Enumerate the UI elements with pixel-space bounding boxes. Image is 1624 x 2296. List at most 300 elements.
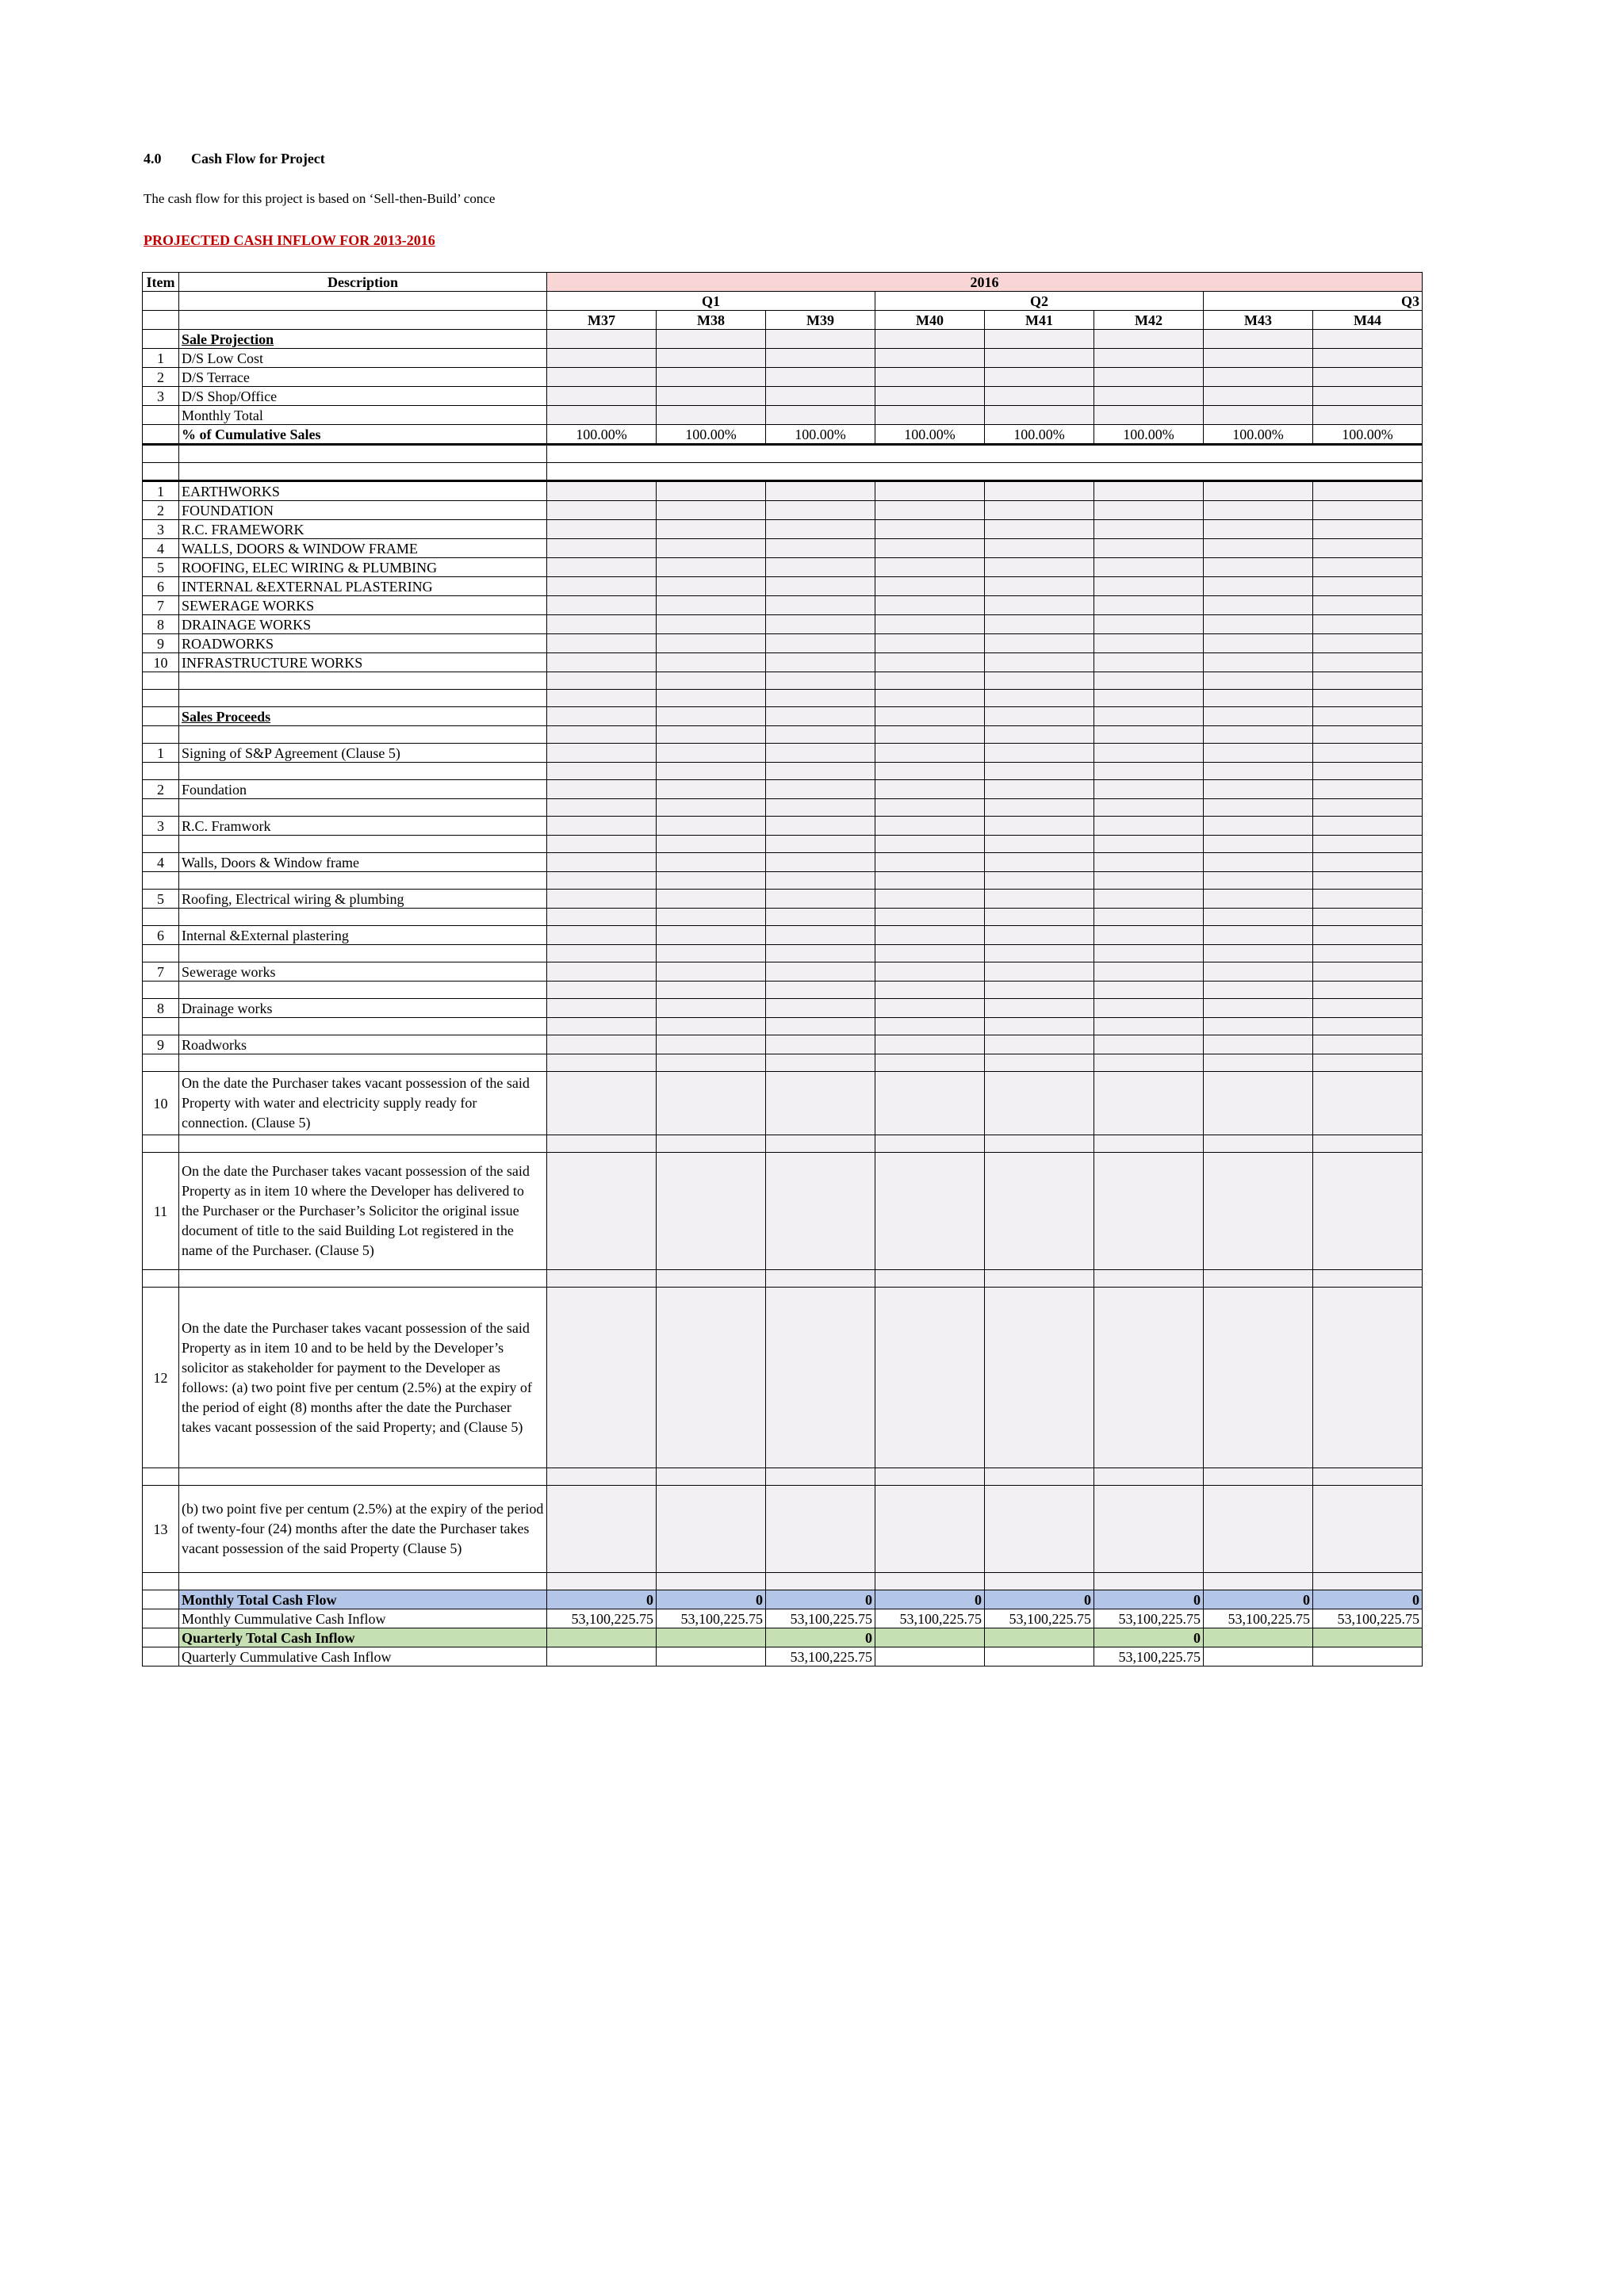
month-cell [1204, 982, 1313, 999]
month-cell [766, 1288, 875, 1468]
month-cell: 0 [875, 1590, 985, 1609]
month-cell [1204, 817, 1313, 836]
section-heading [144, 151, 325, 167]
description-cell: % of Cumulative Sales [179, 425, 547, 445]
month-cell [1094, 1054, 1204, 1072]
table-row [143, 634, 1423, 653]
month-cell [657, 853, 766, 872]
description-cell: D/S Shop/Office [179, 387, 547, 406]
month-cell [1313, 1647, 1423, 1667]
item-number: 6 [143, 577, 179, 596]
blank-row [143, 1018, 1423, 1035]
month-cell [1094, 799, 1204, 817]
month-cell [766, 349, 875, 368]
month-cell [766, 1035, 875, 1054]
monthly-total-row [143, 406, 1423, 425]
month-cell [985, 1072, 1094, 1135]
month-cell [547, 368, 657, 387]
item-number: 2 [143, 368, 179, 387]
month-cell [1313, 634, 1423, 653]
month-cell [547, 926, 657, 945]
table-row [143, 501, 1423, 520]
month-cell [547, 1468, 657, 1486]
description-cell: Drainage works [179, 999, 547, 1018]
item-header: Item [143, 273, 179, 292]
description-cell [179, 463, 547, 481]
month-cell [985, 744, 1094, 763]
table-row [143, 744, 1423, 763]
month-cell [875, 1035, 985, 1054]
description-cell: Monthly Total [179, 406, 547, 425]
month-cell [1204, 999, 1313, 1018]
table-row [143, 926, 1423, 945]
blank-row [143, 945, 1423, 962]
month-cell [985, 1486, 1094, 1573]
month-cell [875, 672, 985, 690]
quarter-header: Q1 [547, 292, 875, 311]
month-cell [1313, 653, 1423, 672]
month-cell [547, 1486, 657, 1573]
month-cell [985, 780, 1094, 799]
month-cell [547, 945, 657, 962]
month-cell [1313, 1288, 1423, 1468]
month-cell [547, 763, 657, 780]
month-cell [985, 1573, 1094, 1590]
month-cell [875, 330, 985, 349]
month-cell [1204, 577, 1313, 596]
month-cell [1313, 481, 1423, 501]
description-cell: Internal &External plastering [179, 926, 547, 945]
item-cell [143, 406, 179, 425]
month-cell [875, 387, 985, 406]
description-cell: D/S Terrace [179, 368, 547, 387]
table-row [143, 596, 1423, 615]
month-header: M44 [1313, 311, 1423, 330]
month-cell [1313, 909, 1423, 926]
item-number: 7 [143, 596, 179, 615]
month-cell [657, 1153, 766, 1270]
table-row [143, 368, 1423, 387]
section-title-row [143, 707, 1423, 726]
month-cell [547, 726, 657, 744]
month-cell [1313, 1486, 1423, 1573]
month-cell [657, 406, 766, 425]
month-cell [875, 1468, 985, 1486]
month-cell [1204, 1573, 1313, 1590]
month-cell [1313, 726, 1423, 744]
month-cell [1204, 387, 1313, 406]
month-cell [875, 539, 985, 558]
month-cell [985, 558, 1094, 577]
blank-row [143, 1270, 1423, 1288]
blank-row [143, 836, 1423, 853]
month-cell [1094, 387, 1204, 406]
cash-flow-table [142, 272, 1423, 1667]
month-cell [547, 799, 657, 817]
month-cell: 0 [1094, 1628, 1204, 1647]
month-cell [547, 1153, 657, 1270]
month-cell [985, 1135, 1094, 1153]
description-cell [179, 1468, 547, 1486]
month-cell [1094, 1072, 1204, 1135]
month-cell [547, 539, 657, 558]
month-cell [1313, 872, 1423, 890]
quarterly-total-row [143, 1628, 1423, 1647]
month-cell [657, 558, 766, 577]
month-cell [875, 962, 985, 982]
month-cell [766, 726, 875, 744]
blank-row [143, 1135, 1423, 1153]
month-cell [985, 1054, 1094, 1072]
month-cell [1204, 763, 1313, 780]
month-cell [547, 463, 1423, 481]
month-cell [1313, 387, 1423, 406]
month-cell [657, 520, 766, 539]
month-cell [657, 945, 766, 962]
year-header: 2016 [547, 273, 1423, 292]
month-cell [1313, 780, 1423, 799]
month-cell: 100.00% [766, 425, 875, 445]
month-cell [547, 481, 657, 501]
table-row [143, 780, 1423, 799]
month-cell [985, 817, 1094, 836]
month-cell [1094, 653, 1204, 672]
month-cell [875, 690, 985, 707]
description-cell [179, 945, 547, 962]
month-cell [547, 1270, 657, 1288]
table-row [143, 558, 1423, 577]
month-cell [766, 982, 875, 999]
month-cell [657, 1035, 766, 1054]
description-cell: ROOFING, ELEC WIRING & PLUMBING [179, 558, 547, 577]
month-cell [985, 836, 1094, 853]
month-cell [1094, 539, 1204, 558]
month-cell [1313, 1054, 1423, 1072]
month-cell [1204, 634, 1313, 653]
month-cell [875, 1486, 985, 1573]
table-row [143, 349, 1423, 368]
month-cell [1094, 1135, 1204, 1153]
month-cell [657, 1288, 766, 1468]
blank-row [143, 1054, 1423, 1072]
description-cell: On the date the Purchaser takes vacant possession of the said Property with water and electricity supply ready for connection. (Clause 5) [179, 1072, 547, 1135]
month-cell [1313, 799, 1423, 817]
item-cell [143, 690, 179, 707]
item-number: 9 [143, 634, 179, 653]
month-cell [1094, 672, 1204, 690]
month-cell [1094, 763, 1204, 780]
item-number: 8 [143, 615, 179, 634]
month-cell [1094, 817, 1204, 836]
blank-row [143, 672, 1423, 690]
section-number: 4.0 [144, 151, 162, 166]
month-cell [766, 1468, 875, 1486]
month-cell [547, 1072, 657, 1135]
month-cell [1094, 836, 1204, 853]
month-cell [1204, 349, 1313, 368]
month-cell [547, 615, 657, 634]
month-cell [547, 1573, 657, 1590]
month-cell: 100.00% [1313, 425, 1423, 445]
item-cell [143, 1135, 179, 1153]
description-cell: On the date the Purchaser takes vacant possession of the said Property as in item 10 where the Developer has delivered to the Purchaser or the Purchaser’s Solicitor the original issue document of title to the said Building Lot registered in the name of the Purchaser. (Clause 5) [179, 1153, 547, 1270]
month-cell [1094, 634, 1204, 653]
month-header: M38 [657, 311, 766, 330]
description-header: Description [179, 273, 547, 292]
month-cell [875, 836, 985, 853]
month-cell [875, 872, 985, 890]
month-cell: 53,100,225.75 [985, 1609, 1094, 1628]
item-cell [143, 909, 179, 926]
month-cell [766, 501, 875, 520]
month-cell [547, 690, 657, 707]
month-cell [1204, 539, 1313, 558]
item-number: 5 [143, 890, 179, 909]
month-cell [1094, 982, 1204, 999]
month-cell [1204, 330, 1313, 349]
month-cell [1313, 406, 1423, 425]
month-cell [985, 577, 1094, 596]
month-cell [1204, 481, 1313, 501]
monthly-total-cash-flow-row [143, 1590, 1423, 1609]
month-cell [1204, 872, 1313, 890]
month-cell [1313, 763, 1423, 780]
blank-row [143, 909, 1423, 926]
month-cell [1204, 707, 1313, 726]
month-cell [1313, 1468, 1423, 1486]
item-number: 12 [143, 1288, 179, 1468]
item-number: 1 [143, 744, 179, 763]
month-cell [766, 1018, 875, 1035]
month-cell [547, 962, 657, 982]
item-number: 10 [143, 1072, 179, 1135]
month-cell [985, 909, 1094, 926]
month-cell [766, 1072, 875, 1135]
description-cell [179, 982, 547, 999]
month-cell [1204, 558, 1313, 577]
month-cell [1094, 520, 1204, 539]
month-cell [547, 872, 657, 890]
month-cell [985, 962, 1094, 982]
month-cell [1313, 1573, 1423, 1590]
item-cell [143, 799, 179, 817]
month-cell [1094, 962, 1204, 982]
description-cell: Signing of S&P Agreement (Clause 5) [179, 744, 547, 763]
blank-row [143, 763, 1423, 780]
blank-row [143, 982, 1423, 999]
month-cell [547, 890, 657, 909]
item-cell [143, 836, 179, 853]
month-cell [657, 982, 766, 999]
month-header: M43 [1204, 311, 1313, 330]
month-cell [766, 368, 875, 387]
month-cell: 0 [1204, 1590, 1313, 1609]
month-cell [547, 387, 657, 406]
item-number: 8 [143, 999, 179, 1018]
quarter-row [143, 292, 1423, 311]
blank-row [143, 799, 1423, 817]
month-cell [985, 653, 1094, 672]
month-cell [1094, 596, 1204, 615]
month-cell [875, 520, 985, 539]
month-cell [1313, 853, 1423, 872]
month-cell [1204, 1135, 1313, 1153]
month-cell [547, 501, 657, 520]
month-cell [766, 962, 875, 982]
month-cell: 0 [657, 1590, 766, 1609]
month-cell [1094, 853, 1204, 872]
month-cell [1313, 368, 1423, 387]
month-cell [766, 999, 875, 1018]
month-cell [657, 707, 766, 726]
month-cell [985, 406, 1094, 425]
month-cell [875, 945, 985, 962]
description-cell [179, 1270, 547, 1288]
month-cell [985, 520, 1094, 539]
month-cell [766, 1054, 875, 1072]
item-number: 7 [143, 962, 179, 982]
month-cell [547, 558, 657, 577]
month-cell [875, 368, 985, 387]
month-cell [766, 744, 875, 763]
description-cell [179, 445, 547, 463]
month-cell [657, 481, 766, 501]
blank-row [143, 445, 1423, 463]
month-cell [1094, 1486, 1204, 1573]
item-cell [143, 1468, 179, 1486]
month-cell [766, 836, 875, 853]
month-cell [985, 926, 1094, 945]
item-number: 4 [143, 539, 179, 558]
month-cell [1204, 890, 1313, 909]
month-cell [766, 926, 875, 945]
item-cell [143, 1590, 179, 1609]
description-cell: Monthly Cummulative Cash Inflow [179, 1609, 547, 1628]
month-cell [1094, 330, 1204, 349]
month-cell [766, 520, 875, 539]
item-number: 1 [143, 481, 179, 501]
month-cell [657, 763, 766, 780]
month-cell [875, 349, 985, 368]
month-cell [875, 1072, 985, 1135]
month-cell [1094, 1270, 1204, 1288]
month-cell [1204, 726, 1313, 744]
table-row [143, 520, 1423, 539]
month-cell [985, 330, 1094, 349]
blank-row [143, 726, 1423, 744]
item-number: 6 [143, 926, 179, 945]
month-cell [1313, 596, 1423, 615]
month-cell [766, 853, 875, 872]
month-cell [766, 558, 875, 577]
month-cell [766, 634, 875, 653]
month-cell [1204, 945, 1313, 962]
month-cell [657, 615, 766, 634]
month-cell [985, 690, 1094, 707]
month-cell [547, 836, 657, 853]
month-cell [766, 1573, 875, 1590]
month-cell [875, 909, 985, 926]
section-title: Sale Projection [179, 330, 547, 349]
month-cell [547, 1018, 657, 1035]
month-cell [985, 349, 1094, 368]
month-cell [985, 387, 1094, 406]
month-cell [1313, 1072, 1423, 1135]
month-cell [657, 1628, 766, 1647]
month-cell [547, 330, 657, 349]
section-title-row [143, 330, 1423, 349]
item-number: 10 [143, 653, 179, 672]
month-header: M40 [875, 311, 985, 330]
month-cell [547, 1288, 657, 1468]
table-subtitle: PROJECTED CASH INFLOW FOR 2013-2016 [144, 232, 435, 248]
month-cell [1094, 945, 1204, 962]
blank-row [143, 872, 1423, 890]
month-cell: 53,100,225.75 [1094, 1609, 1204, 1628]
month-header: M42 [1094, 311, 1204, 330]
month-cell: 53,100,225.75 [657, 1609, 766, 1628]
month-cell [1094, 1288, 1204, 1468]
month-cell [985, 872, 1094, 890]
month-cell [1313, 982, 1423, 999]
month-cell [547, 982, 657, 999]
month-cell [875, 481, 985, 501]
month-cell [657, 577, 766, 596]
item-cell [143, 1054, 179, 1072]
table-row [143, 962, 1423, 982]
month-cell [657, 1573, 766, 1590]
month-cell [1204, 1153, 1313, 1270]
month-cell [657, 962, 766, 982]
description-cell [179, 1018, 547, 1035]
month-cell [875, 1573, 985, 1590]
month-cell: 100.00% [985, 425, 1094, 445]
month-cell [547, 577, 657, 596]
month-cell: 53,100,225.75 [1204, 1609, 1313, 1628]
month-cell [1313, 817, 1423, 836]
month-cell: 0 [766, 1628, 875, 1647]
description-cell: Roofing, Electrical wiring & plumbing [179, 890, 547, 909]
month-cell [985, 853, 1094, 872]
month-cell [1313, 558, 1423, 577]
month-cell: 0 [1313, 1590, 1423, 1609]
month-cell [1313, 962, 1423, 982]
month-cell: 100.00% [547, 425, 657, 445]
quarter-header: Q3 [1204, 292, 1423, 311]
table-row [143, 890, 1423, 909]
month-cell [766, 799, 875, 817]
month-cell [657, 596, 766, 615]
month-cell [1094, 690, 1204, 707]
month-cell [547, 1035, 657, 1054]
month-cell [547, 634, 657, 653]
item-number: 3 [143, 817, 179, 836]
month-cell [1094, 1153, 1204, 1270]
month-cell [1204, 1270, 1313, 1288]
month-cell [1094, 726, 1204, 744]
month-cell [875, 1288, 985, 1468]
month-cell [547, 999, 657, 1018]
month-cell [875, 615, 985, 634]
item-number: 11 [143, 1153, 179, 1270]
description-cell: Sewerage works [179, 962, 547, 982]
month-cell [1094, 577, 1204, 596]
month-cell [547, 853, 657, 872]
month-cell [1313, 615, 1423, 634]
month-cell [657, 1054, 766, 1072]
table-row [143, 853, 1423, 872]
month-cell [1204, 799, 1313, 817]
